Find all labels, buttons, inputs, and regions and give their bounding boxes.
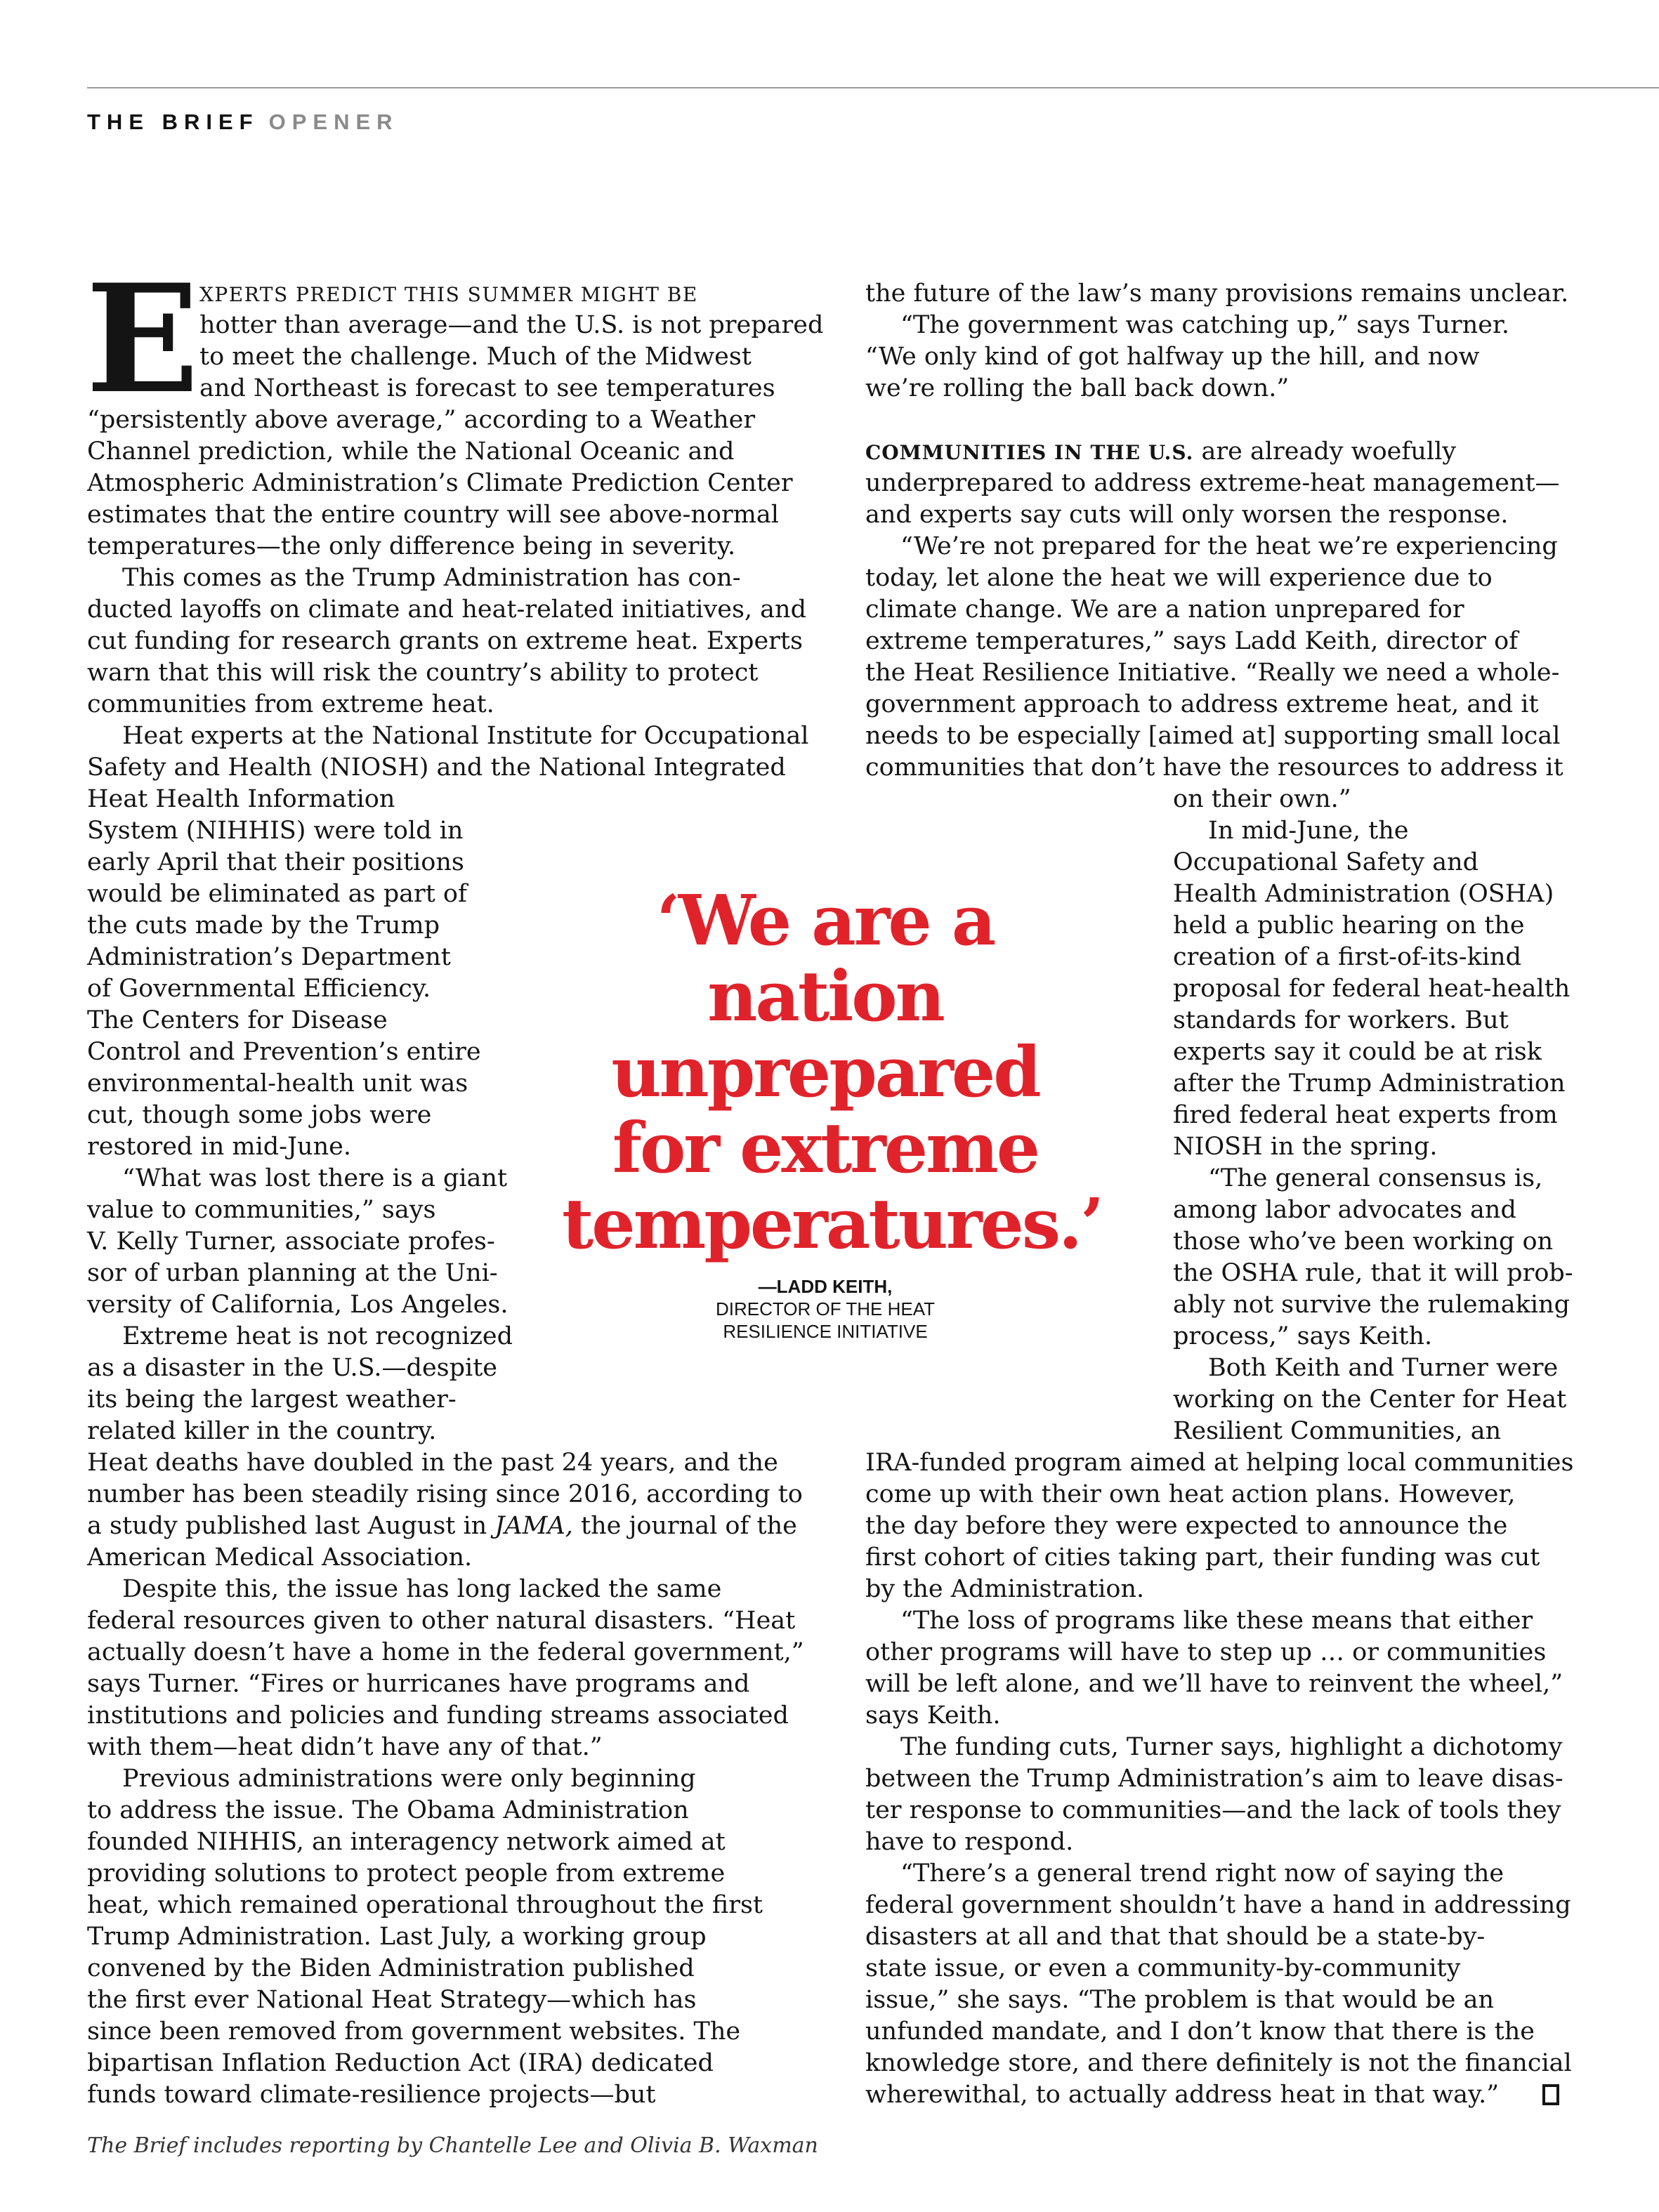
article-line: American Medical Association. (87, 1543, 473, 1572)
article-line: “persistently above average,” according to a Weather (87, 406, 756, 434)
article-line: process,” says Keith. (1173, 1322, 1433, 1350)
article-line: underprepared to address extreme-heat management— (865, 469, 1560, 497)
article-line: the OSHA rule, that it will prob- (1173, 1259, 1573, 1287)
article-line: bipartisan Inflation Reduction Act (IRA) dedicated (87, 2049, 714, 2077)
pull-quote-attribution-name: —LADD KEITH, (758, 1276, 893, 1297)
article-line: Administration’s Department (87, 943, 451, 971)
article-line: early April that their positions (87, 848, 464, 876)
section-label: THE BRIEF (87, 110, 259, 134)
article-line: needs to be especially [aimed at] supporting small local (865, 722, 1561, 750)
article-line: state issue, or even a community-by-community (865, 1954, 1461, 1982)
article-line: Heat deaths have doubled in the past 24 years, and the (87, 1449, 778, 1477)
article-line: Health Administration (OSHA) (1173, 880, 1554, 908)
pull-quote-line: nation (707, 956, 943, 1037)
article-line: working on the Center for Heat (1173, 1385, 1567, 1414)
article-line: Extreme heat is not recognized (122, 1322, 513, 1350)
article-line: “We’re not prepared for the heat we’re experiencing (900, 532, 1558, 560)
article-line: Safety and Health (NIOSH) and the National Integrated (87, 753, 786, 782)
article-line: would be eliminated as part of (87, 880, 467, 908)
article-line: ter response to communities—and the lack of tools they (865, 1796, 1561, 1824)
article-line: providing solutions to protect people from extreme (87, 1859, 726, 1888)
reporting-credit: The Brief includes reporting by Chantelle Lee and Olivia B. Waxman (87, 2133, 818, 2158)
article-line: IRA-funded program aimed at helping local communities (865, 1449, 1574, 1477)
article-line: proposal for federal heat-health (1173, 975, 1571, 1003)
line-segment: the journal of the (572, 1512, 797, 1540)
article-line: “The government was catching up,” says Turner. (900, 311, 1510, 339)
article-line: have to respond. (865, 1828, 1074, 1856)
article-line: founded NIHHIS, an interagency network aimed at (87, 1828, 726, 1856)
article-line: the first ever National Heat Strategy—which has (87, 1986, 697, 2014)
article-line: ably not survive the rulemaking (1173, 1291, 1571, 1319)
article-line: cut, though some jobs were (87, 1101, 432, 1129)
article-line: restored in mid-June. (87, 1133, 351, 1161)
lead-in-small-caps: XPERTS PREDICT THIS SUMMER MIGHT BE (199, 283, 698, 306)
publication-name: JAMA, (494, 1512, 573, 1540)
line-segment: a study published last August in (87, 1512, 495, 1540)
article-line: Heat Health Information (87, 785, 395, 813)
article-line: funds toward climate-resilience projects—but (87, 2081, 656, 2109)
article-line: “The general consensus is, (1208, 1164, 1543, 1192)
article-line: environmental-health unit was (87, 1069, 468, 1098)
article-line: warn that this will risk the country’s ability to protect (87, 659, 759, 687)
article-line: value to communities,” says (87, 1196, 436, 1224)
article-line: ducted layoffs on climate and heat-related initiatives, and (87, 595, 806, 624)
article-line: its being the largest weather- (87, 1385, 457, 1414)
article-line: the future of the law’s many provisions remains unclear. (865, 279, 1569, 308)
article-line: “There’s a general trend right now of saying the (900, 1859, 1504, 1888)
article-line: heat, which remained operational throughout the first (87, 1891, 763, 1919)
pull-quote-attribution-title: DIRECTOR OF THE HEAT (715, 1298, 936, 1319)
article-line: Atmospheric Administration’s Climate Prediction Center (87, 469, 793, 497)
article-line: disasters at all and that that should be a state-by- (865, 1923, 1486, 1951)
header-rule (87, 87, 1659, 88)
article-line: between the Trump Administration’s aim to leave disas- (865, 1765, 1563, 1793)
article-line: issue,” she says. “The problem is that would be an (865, 1986, 1495, 2014)
article-line: experts say it could be at risk (1173, 1038, 1542, 1066)
pull-quote-line: temperatures.’ (562, 1184, 1103, 1265)
article-line: Occupational Safety and (1173, 848, 1479, 876)
lead-in-text: are already woefully (1193, 437, 1457, 466)
article-line: Trump Administration. Last July, a working group (87, 1923, 707, 1951)
article-line: today, let alone the heat we will experience due to (865, 564, 1493, 592)
article-line: number has been steadily rising since 2016, according to (87, 1480, 803, 1508)
article-line: says Turner. “Fires or hurricanes have programs and (87, 1670, 750, 1698)
article-line: government approach to address extreme heat, and it (865, 690, 1539, 718)
article-line: Channel prediction, while the National Oceanic and (87, 437, 735, 466)
article-line: convened by the Biden Administration published (87, 1954, 695, 1982)
subsection-label: OPENER (268, 110, 399, 134)
article-line: federal government shouldn’t have a hand in addressing (865, 1891, 1571, 1919)
article-line: Previous administrations were only beginning (122, 1765, 696, 1793)
article-line: on their own.” (1173, 785, 1351, 813)
article-line: In mid-June, the (1208, 817, 1409, 845)
article-line: by the Administration. (865, 1575, 1145, 1603)
article-line: Resilient Communities, an (1173, 1417, 1502, 1445)
article-line (865, 436, 1456, 468)
article-line: of Governmental Efficiency. (87, 975, 431, 1003)
article-line: those who’ve been working on (1173, 1227, 1554, 1256)
article-line: will be left alone, and we’ll have to reinvent the wheel,” (865, 1670, 1563, 1698)
article-line: The Centers for Disease (87, 1006, 388, 1034)
pull-quote-line: for extreme (612, 1108, 1039, 1189)
article-line: other programs will have to step up … or communities (865, 1638, 1547, 1666)
article-line: actually doesn’t have a home in the federal government,” (87, 1638, 804, 1666)
article-line: standards for workers. But (1173, 1006, 1509, 1034)
article-line: temperatures—the only difference being in severity. (87, 532, 736, 560)
article-line: V. Kelly Turner, associate profes- (87, 1227, 495, 1256)
article-line: hotter than average—and the U.S. is not prepared (199, 311, 824, 339)
article-line (199, 278, 698, 310)
article-line: Control and Prevention’s entire (87, 1038, 481, 1066)
article-line: among labor advocates and (1173, 1196, 1516, 1224)
article-line: versity of California, Los Angeles. (87, 1291, 509, 1319)
article-line: federal resources given to other natural disasters. “Heat (87, 1607, 796, 1635)
article-line: wherewithal, to actually address heat in that way.” (865, 2081, 1500, 2109)
article-line: communities from extreme heat. (87, 690, 494, 718)
article-line: extreme temperatures,” says Ladd Keith, director of (865, 627, 1519, 655)
article-line: institutions and policies and funding streams associated (87, 1701, 789, 1730)
pull-quote-attribution-title: RESILIENCE INITIATIVE (723, 1321, 928, 1342)
article-line: System (NIHHIS) were told in (87, 817, 464, 845)
article-line: Both Keith and Turner were (1208, 1354, 1559, 1382)
article-line: “The loss of programs like these means that either (900, 1607, 1533, 1635)
article-line: related killer in the country. (87, 1417, 437, 1445)
article-line: the Heat Resilience Initiative. “Really we need a whole- (865, 659, 1560, 687)
pull-quote-line: unprepared (611, 1032, 1040, 1113)
article-line: estimates that the entire country will see above-normal (87, 501, 779, 529)
article-line: first cohort of cities taking part, their funding was cut (865, 1543, 1540, 1572)
article-line: to address the issue. The Obama Administration (87, 1796, 689, 1824)
article-line: sor of urban planning at the Uni- (87, 1259, 498, 1287)
article-line: since been removed from government websites. The (87, 2017, 741, 2046)
article-line: with them—heat didn’t have any of that.” (87, 1733, 603, 1761)
article-line: the day before they were expected to announce the (865, 1512, 1508, 1540)
article-line: held a public hearing on the (1173, 911, 1525, 940)
drop-cap: E (86, 251, 199, 426)
article-line: NIOSH in the spring. (1173, 1133, 1438, 1161)
article-line: says Keith. (865, 1701, 1001, 1730)
article-line: communities that don’t have the resources to address it (865, 753, 1563, 782)
article-line: we’re rolling the ball back down.” (865, 374, 1290, 402)
article-line: Despite this, the issue has long lacked the same (122, 1575, 722, 1603)
pull-quote-line: ‘We are a (656, 881, 995, 961)
article-line: and experts say cuts will only worsen the response. (865, 501, 1509, 529)
article-line: knowledge store, and there definitely is not the financial (865, 2049, 1572, 2077)
end-mark-icon (1542, 2084, 1559, 2105)
article-line: “What was lost there is a giant (122, 1164, 508, 1192)
section-slug (87, 110, 399, 135)
article-line: come up with their own heat action plans. However, (865, 1480, 1516, 1508)
article-line: creation of a first-of-its-kind (1173, 943, 1521, 971)
article-line: fired federal heat experts from (1173, 1101, 1558, 1129)
article-line: Heat experts at the National Institute for Occupational (122, 722, 809, 750)
article-line: “We only kind of got halfway up the hill, and now (865, 343, 1480, 371)
article-line: as a disaster in the U.S.—despite (87, 1354, 497, 1382)
article-line (87, 1510, 797, 1542)
article-line: unfunded mandate, and I don’t know that there is the (865, 2017, 1535, 2046)
article-line: The funding cuts, Turner says, highlight a dichotomy (900, 1733, 1563, 1761)
article-line: the cuts made by the Trump (87, 911, 440, 940)
article-line: This comes as the Trump Administration has con- (122, 564, 741, 592)
article-line: to meet the challenge. Much of the Midwest (199, 343, 752, 371)
article-line: after the Trump Administration (1173, 1069, 1566, 1098)
article-line: and Northeast is forecast to see temperatures (199, 374, 775, 402)
section-lead-in: COMMUNITIES IN THE U.S. (865, 441, 1194, 464)
article-line: cut funding for research grants on extreme heat. Experts (87, 627, 803, 655)
article-line: climate change. We are a nation unprepared for (865, 595, 1464, 624)
